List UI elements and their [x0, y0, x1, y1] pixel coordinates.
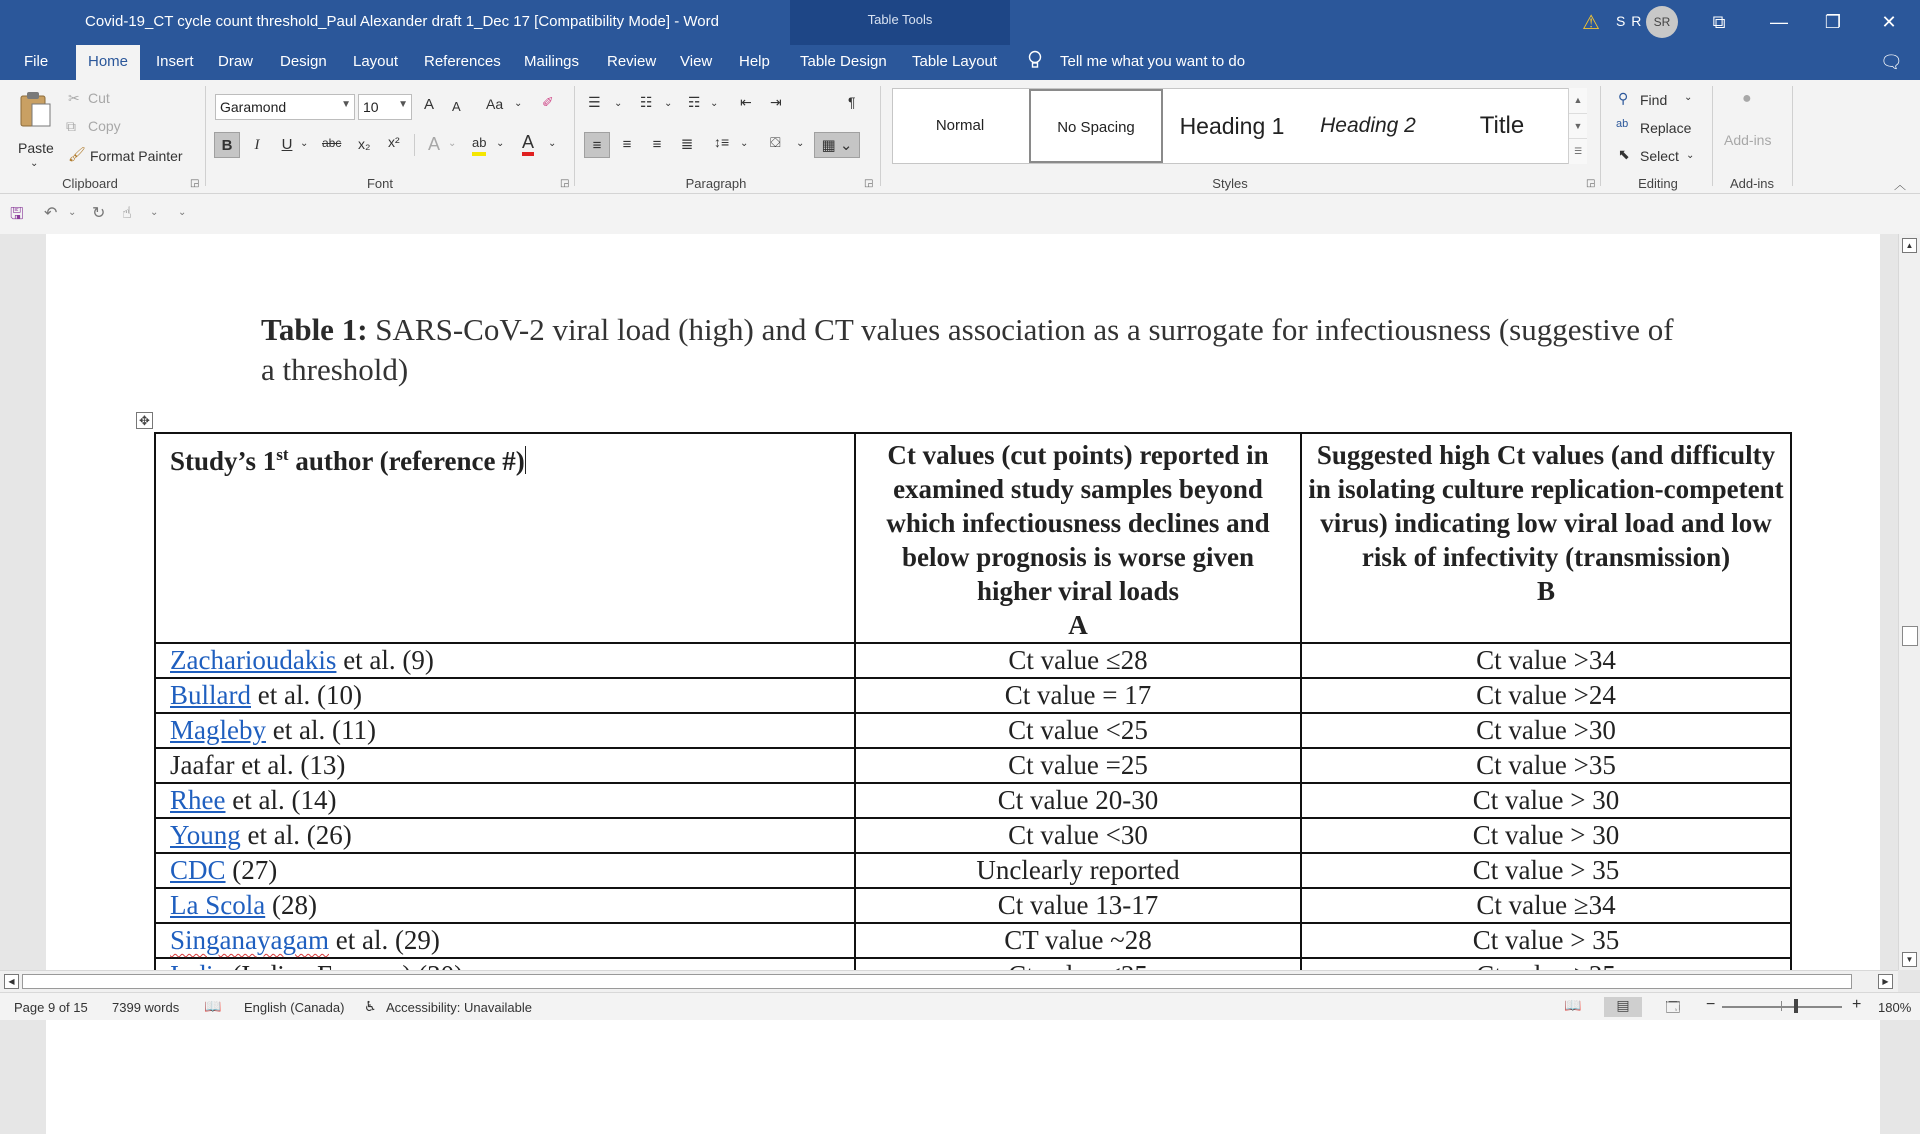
comments-icon[interactable]: 🗨	[1880, 52, 1903, 72]
font-family-value: Garamond	[220, 99, 287, 115]
zoom-out-button[interactable]: −	[1706, 996, 1716, 1013]
author-rest: et al. (9)	[336, 645, 434, 675]
more-styles-icon[interactable]: ☰	[1569, 138, 1587, 162]
clipboard-group-label: Clipboard	[62, 176, 118, 191]
chevron-up-icon[interactable]: ▲	[1573, 95, 1583, 105]
group-divider	[1712, 86, 1713, 186]
underline-button[interactable]: U	[281, 136, 293, 153]
add-ins-group-label: Add-ins	[1729, 176, 1775, 191]
cell-author[interactable]	[155, 678, 855, 713]
ct-b-value: Ct value > 30	[1472, 820, 1620, 850]
page-count[interactable]: Page 9 of 15	[14, 1000, 88, 1015]
redo-icon[interactable]: ↻	[92, 205, 106, 222]
table-row	[155, 643, 1791, 678]
align-right-icon[interactable]: ≡	[652, 136, 662, 153]
bullets-icon[interactable]: ☰	[588, 94, 601, 110]
styles-group-label: Styles	[1212, 176, 1248, 191]
touch-mode-icon[interactable]: ☝	[122, 205, 132, 222]
author-link[interactable]: Singanayagam	[170, 925, 329, 955]
read-mode-icon[interactable]: 📖	[1564, 997, 1582, 1013]
align-left-icon[interactable]: ≡	[584, 132, 610, 158]
scroll-right-icon[interactable]: ▶	[1878, 974, 1893, 989]
chevron-down-icon[interactable]: ⌄	[614, 98, 623, 109]
document-area	[0, 234, 1898, 970]
group-divider	[574, 86, 575, 186]
table-header-row	[155, 433, 1791, 643]
warning-icon[interactable]: ⚠	[1582, 12, 1600, 34]
copy-icon: ⧉	[66, 118, 76, 134]
zoom-level[interactable]: 180%	[1878, 1000, 1912, 1015]
format-painter-button[interactable]: Format Painter	[90, 148, 183, 164]
tell-me-search[interactable]: Tell me what you want to do	[1060, 53, 1246, 70]
style-normal[interactable]: Normal	[935, 117, 985, 134]
chevron-down-icon[interactable]: ▼	[1569, 113, 1587, 138]
ribbon-tabs	[0, 45, 1920, 80]
table-row	[155, 783, 1791, 818]
scroll-up-icon[interactable]: ▲	[1902, 238, 1917, 253]
chevron-down-icon[interactable]: ⌄	[664, 98, 673, 109]
style-heading-1[interactable]: Heading 1	[1179, 113, 1285, 139]
customize-toolbar-icon[interactable]: ⌄	[178, 207, 187, 218]
ct-a-value: Ct value =25	[1008, 750, 1148, 780]
chevron-down-icon[interactable]: ⌄	[548, 138, 557, 149]
tab-view[interactable]: View	[680, 53, 713, 70]
group-divider	[1792, 86, 1793, 186]
format-painter-icon: 🖌	[68, 146, 86, 162]
author-rest: et al. (11)	[265, 715, 376, 745]
print-layout-icon[interactable]: ▤	[1604, 997, 1642, 1017]
accessibility-status[interactable]: Accessibility: Unavailable	[386, 1000, 532, 1015]
scroll-left-icon[interactable]: ◀	[4, 974, 19, 989]
author-rest: (27)	[225, 855, 278, 885]
cell-ct-b[interactable]	[1301, 713, 1791, 748]
cell-ct-b[interactable]	[1301, 818, 1791, 853]
cell-author[interactable]	[155, 818, 855, 853]
bold-button[interactable]: B	[214, 132, 240, 158]
paste-dropdown-icon[interactable]: ⌄	[30, 158, 39, 169]
chevron-down-icon[interactable]: ⌄	[740, 138, 749, 149]
chevron-down-icon[interactable]: ⌄	[68, 207, 77, 218]
title-bar	[0, 0, 1920, 45]
tab-layout[interactable]: Layout	[353, 53, 399, 70]
table-row	[155, 818, 1791, 853]
tab-file[interactable]: File	[24, 53, 49, 70]
ct-a-value: Ct value 20-30	[997, 785, 1159, 815]
ct-b-value: Ct value >35	[1476, 750, 1616, 780]
subscript-button[interactable]: x₂	[358, 136, 371, 152]
avatar[interactable]: SR	[1646, 6, 1678, 38]
ct-b-value: Ct value > 30	[1472, 785, 1620, 815]
tab-mailings[interactable]: Mailings	[524, 53, 580, 70]
save-icon[interactable]: 🖫	[10, 206, 24, 223]
decrease-indent-icon[interactable]: ⇤	[740, 94, 752, 110]
cell-author[interactable]	[155, 853, 855, 888]
italic-button[interactable]: I	[254, 137, 260, 153]
quick-access-toolbar	[0, 194, 1920, 234]
increase-indent-icon[interactable]: ⇥	[770, 94, 782, 110]
tab-table-design[interactable]: Table Design	[800, 53, 887, 70]
cell-ct-a[interactable]	[855, 643, 1301, 678]
caption-text: SARS-CoV-2 viral load (high) and CT values association as a surrogate for infectiousness (suggestive of a threshold)	[261, 312, 1674, 387]
chevron-down-icon[interactable]: ⌄	[796, 138, 805, 149]
find-icon: ⚲	[1618, 90, 1629, 106]
paste-button[interactable]	[14, 88, 58, 170]
ct-b-value: Ct value > 35	[1472, 925, 1620, 955]
grow-font-button[interactable]: A	[424, 96, 435, 113]
find-button[interactable]: Find	[1640, 92, 1668, 108]
table-row	[155, 853, 1791, 888]
word-count[interactable]: 7399 words	[112, 1000, 180, 1015]
text-cursor	[525, 446, 526, 474]
font-family-select[interactable]	[215, 94, 355, 120]
table-row	[155, 713, 1791, 748]
font-launcher-icon[interactable]: ◲	[560, 178, 570, 189]
author-link[interactable]: Rhee	[170, 785, 226, 815]
select-button[interactable]: Select	[1640, 148, 1679, 164]
horizontal-scrollbar[interactable]	[0, 970, 1898, 992]
chevron-down-icon[interactable]: ⌄	[448, 138, 457, 149]
select-icon: ⬉	[1618, 146, 1630, 162]
cell-ct-b[interactable]	[1301, 783, 1791, 818]
ct-b-value: Ct value > 35	[1472, 855, 1620, 885]
chevron-down-icon: ▼	[341, 99, 351, 110]
chevron-down-icon: ▼	[398, 99, 408, 110]
line-spacing-icon[interactable]: ↕≡	[714, 134, 730, 150]
group-divider	[880, 86, 881, 186]
numbering-icon[interactable]: ☷	[640, 94, 653, 110]
clear-formatting-icon[interactable]: ✐	[542, 94, 554, 110]
ct-a-value: Ct value <25	[1008, 715, 1148, 745]
cell-ct-b[interactable]	[1301, 748, 1791, 783]
text-effects-button[interactable]: A	[428, 134, 441, 154]
ct-b-value: Ct value >30	[1476, 715, 1616, 745]
cell-ct-a[interactable]	[855, 713, 1301, 748]
vertical-scroll-thumb[interactable]	[1902, 626, 1918, 646]
header-high-ct-text: Suggested high Ct values (and difficulty in isolating culture replication-competent virus) indicating low viral load and low risk of infectivity (transmission)	[1308, 440, 1784, 572]
chevron-down-icon[interactable]: ⌄	[300, 138, 309, 149]
window-title: Covid-19_CT cycle count threshold_Paul Alexander draft 1_Dec 17 [Compatibility Mode] - Word	[85, 13, 719, 30]
tab-design[interactable]: Design	[280, 53, 327, 70]
cell-ct-b[interactable]	[1301, 643, 1791, 678]
add-ins-icon: ●	[1742, 90, 1752, 107]
paste-icon	[18, 90, 54, 130]
cell-author[interactable]	[155, 643, 855, 678]
cell-ct-a[interactable]	[855, 923, 1301, 958]
header-author-sup: st	[276, 445, 289, 464]
table-row	[155, 888, 1791, 923]
cell-ct-a[interactable]	[855, 818, 1301, 853]
shrink-font-button[interactable]: A	[452, 99, 461, 114]
highlight-button[interactable]: ab	[472, 134, 486, 156]
styles-gallery	[892, 88, 1587, 164]
table-row	[155, 923, 1791, 958]
style-title[interactable]: Title	[1479, 112, 1525, 139]
zoom-slider-thumb[interactable]	[1794, 999, 1798, 1013]
author-link[interactable]: CDC	[170, 855, 226, 885]
close-icon[interactable]: ✕	[1881, 12, 1897, 32]
change-case-button[interactable]: Aa	[486, 96, 504, 112]
header-ct-cutpoints-text: Ct values (cut points) reported in examined study samples beyond which infectiousness declines and below prognosis is worse given higher viral loads	[886, 440, 1270, 606]
cell-ct-a[interactable]	[855, 853, 1301, 888]
ct-b-value: Ct value >34	[1476, 645, 1616, 675]
header-ct-cutpoints[interactable]	[855, 433, 1301, 643]
cell-author[interactable]	[155, 888, 855, 923]
editing-group-label: Editing	[1638, 176, 1678, 191]
ct-a-value: CT value ~28	[1004, 925, 1152, 955]
minimize-icon[interactable]: —	[1770, 12, 1788, 32]
user-name[interactable]: S R	[1616, 13, 1643, 29]
styles-launcher-icon[interactable]: ◲	[1586, 178, 1596, 189]
font-size-select[interactable]	[358, 94, 412, 120]
strikethrough-button[interactable]: abc	[322, 136, 342, 150]
author-rest: Jaafar et al. (13)	[170, 750, 346, 780]
web-layout-icon[interactable]: 🗔	[1665, 999, 1681, 1015]
author-rest: et al. (26)	[240, 820, 352, 850]
header-author-text-2: author (reference #)	[288, 446, 525, 476]
table-row	[155, 748, 1791, 783]
undo-icon[interactable]: ↶	[44, 205, 58, 222]
ct-b-value: Ct value >24	[1476, 680, 1616, 710]
vertical-scrollbar[interactable]	[1898, 234, 1920, 970]
style-no-spacing[interactable]: No Spacing	[1029, 89, 1163, 163]
tab-references[interactable]: References	[424, 53, 501, 70]
author-link[interactable]: Bullard	[170, 680, 251, 710]
cell-ct-a[interactable]	[855, 783, 1301, 818]
copy-button[interactable]: Copy	[88, 118, 121, 134]
chevron-down-icon[interactable]: ⌄	[514, 98, 523, 109]
tab-table-layout[interactable]: Table Layout	[912, 53, 998, 70]
caption-label: Table 1:	[261, 312, 368, 347]
chevron-down-icon[interactable]: ⌄	[1684, 92, 1693, 103]
author-link[interactable]: Zacharioudakis	[170, 645, 337, 675]
cell-ct-a[interactable]	[855, 678, 1301, 713]
font-group-label: Font	[366, 176, 393, 191]
tab-draw[interactable]: Draw	[218, 53, 254, 70]
style-heading-2[interactable]: Heading 2	[1320, 114, 1416, 137]
paragraph-launcher-icon[interactable]: ◲	[864, 178, 874, 189]
ct-a-value: Ct value 13-17	[997, 890, 1159, 920]
align-center-icon[interactable]: ≡	[622, 136, 632, 153]
replace-icon: ab	[1616, 118, 1629, 130]
table-move-handle-icon[interactable]: ✥	[136, 412, 153, 429]
lightbulb-icon	[1028, 50, 1042, 70]
cell-ct-a[interactable]	[855, 888, 1301, 923]
proofing-icon[interactable]: 📖	[204, 998, 222, 1014]
cell-ct-a[interactable]	[855, 748, 1301, 783]
cut-icon: ✂	[68, 90, 80, 106]
group-divider	[1600, 86, 1601, 186]
accessibility-icon: ♿	[364, 998, 377, 1014]
zoom-in-button[interactable]: +	[1852, 996, 1862, 1013]
author-rest: et al. (14)	[225, 785, 337, 815]
paragraph-group-label: Paragraph	[685, 176, 747, 191]
font-size-value: 10	[363, 99, 379, 115]
ribbon-display-options-icon[interactable]: ⧉	[1712, 12, 1726, 32]
cell-author[interactable]	[155, 713, 855, 748]
ct-a-value: Ct value ≤28	[1008, 645, 1148, 675]
author-rest: et al. (10)	[251, 680, 362, 710]
author-link[interactable]: La Scola	[170, 890, 266, 920]
table-caption	[261, 310, 1681, 390]
tab-home[interactable]: Home	[76, 45, 140, 80]
tab-review[interactable]: Review	[607, 53, 657, 70]
borders-icon[interactable]: ▦ ⌄	[814, 132, 860, 158]
cell-ct-b[interactable]	[1301, 853, 1791, 888]
header-high-ct-letter: B	[1536, 576, 1555, 606]
language[interactable]: English (Canada)	[244, 1000, 345, 1015]
superscript-button[interactable]: x²	[388, 134, 400, 150]
replace-button[interactable]: Replace	[1640, 120, 1692, 136]
header-high-ct[interactable]	[1301, 433, 1791, 643]
show-formatting-button[interactable]: ¶	[848, 94, 856, 110]
group-divider	[414, 134, 415, 156]
justify-icon[interactable]: ≣	[680, 136, 694, 153]
chevron-down-icon[interactable]: ⌄	[710, 98, 719, 109]
restore-icon[interactable]: ❐	[1824, 12, 1842, 32]
styles-scroll[interactable]	[1568, 88, 1587, 164]
scroll-down-icon[interactable]: ▼	[1902, 952, 1917, 967]
ct-a-value: Unclearly reported	[976, 855, 1180, 885]
chevron-down-icon[interactable]: ⌄	[1686, 150, 1695, 161]
header-author-text: Study’s 1	[170, 446, 277, 476]
cell-ct-b[interactable]	[1301, 888, 1791, 923]
add-ins-button[interactable]: Add-ins	[1724, 132, 1772, 148]
tab-insert[interactable]: Insert	[156, 53, 194, 70]
font-color-button[interactable]: A	[522, 132, 534, 156]
cell-author[interactable]	[155, 923, 855, 958]
cell-author[interactable]	[155, 748, 855, 783]
chevron-down-icon[interactable]: ⌄	[150, 207, 159, 218]
header-ct-cutpoints-letter: A	[1068, 610, 1088, 640]
author-link[interactable]: Magleby	[170, 715, 266, 745]
chevron-down-icon[interactable]: ⌄	[496, 138, 505, 149]
ct-a-value: Ct value = 17	[1004, 680, 1152, 710]
author-link[interactable]: Young	[170, 820, 241, 850]
cell-ct-b[interactable]	[1301, 923, 1791, 958]
tab-help[interactable]: Help	[739, 53, 770, 70]
cell-author[interactable]	[155, 783, 855, 818]
table-tools-label: Table Tools	[867, 12, 933, 27]
collapse-ribbon-icon[interactable]: ︿	[1894, 178, 1907, 192]
table-row	[155, 678, 1791, 713]
cell-ct-b[interactable]	[1301, 678, 1791, 713]
ct-b-value: Ct value ≥34	[1476, 890, 1616, 920]
ribbon	[0, 80, 1920, 194]
shading-icon[interactable]: ⛋	[770, 134, 781, 150]
horizontal-scroll-thumb[interactable]	[22, 974, 1852, 989]
zoom-slider[interactable]	[1722, 1006, 1842, 1008]
author-rest: (28)	[265, 890, 317, 920]
ct-a-value: Ct value <30	[1008, 820, 1148, 850]
status-bar	[0, 992, 1920, 1020]
cut-button[interactable]: Cut	[88, 90, 110, 106]
paste-label: Paste	[18, 140, 54, 156]
clipboard-launcher-icon[interactable]: ◲	[190, 178, 200, 189]
author-rest: et al. (29)	[328, 925, 440, 955]
zoom-slider-tick	[1781, 1001, 1782, 1011]
group-divider	[205, 86, 206, 186]
multilevel-list-icon[interactable]: ☶	[688, 94, 701, 110]
data-table[interactable]	[154, 432, 1792, 994]
header-author[interactable]	[155, 433, 855, 643]
